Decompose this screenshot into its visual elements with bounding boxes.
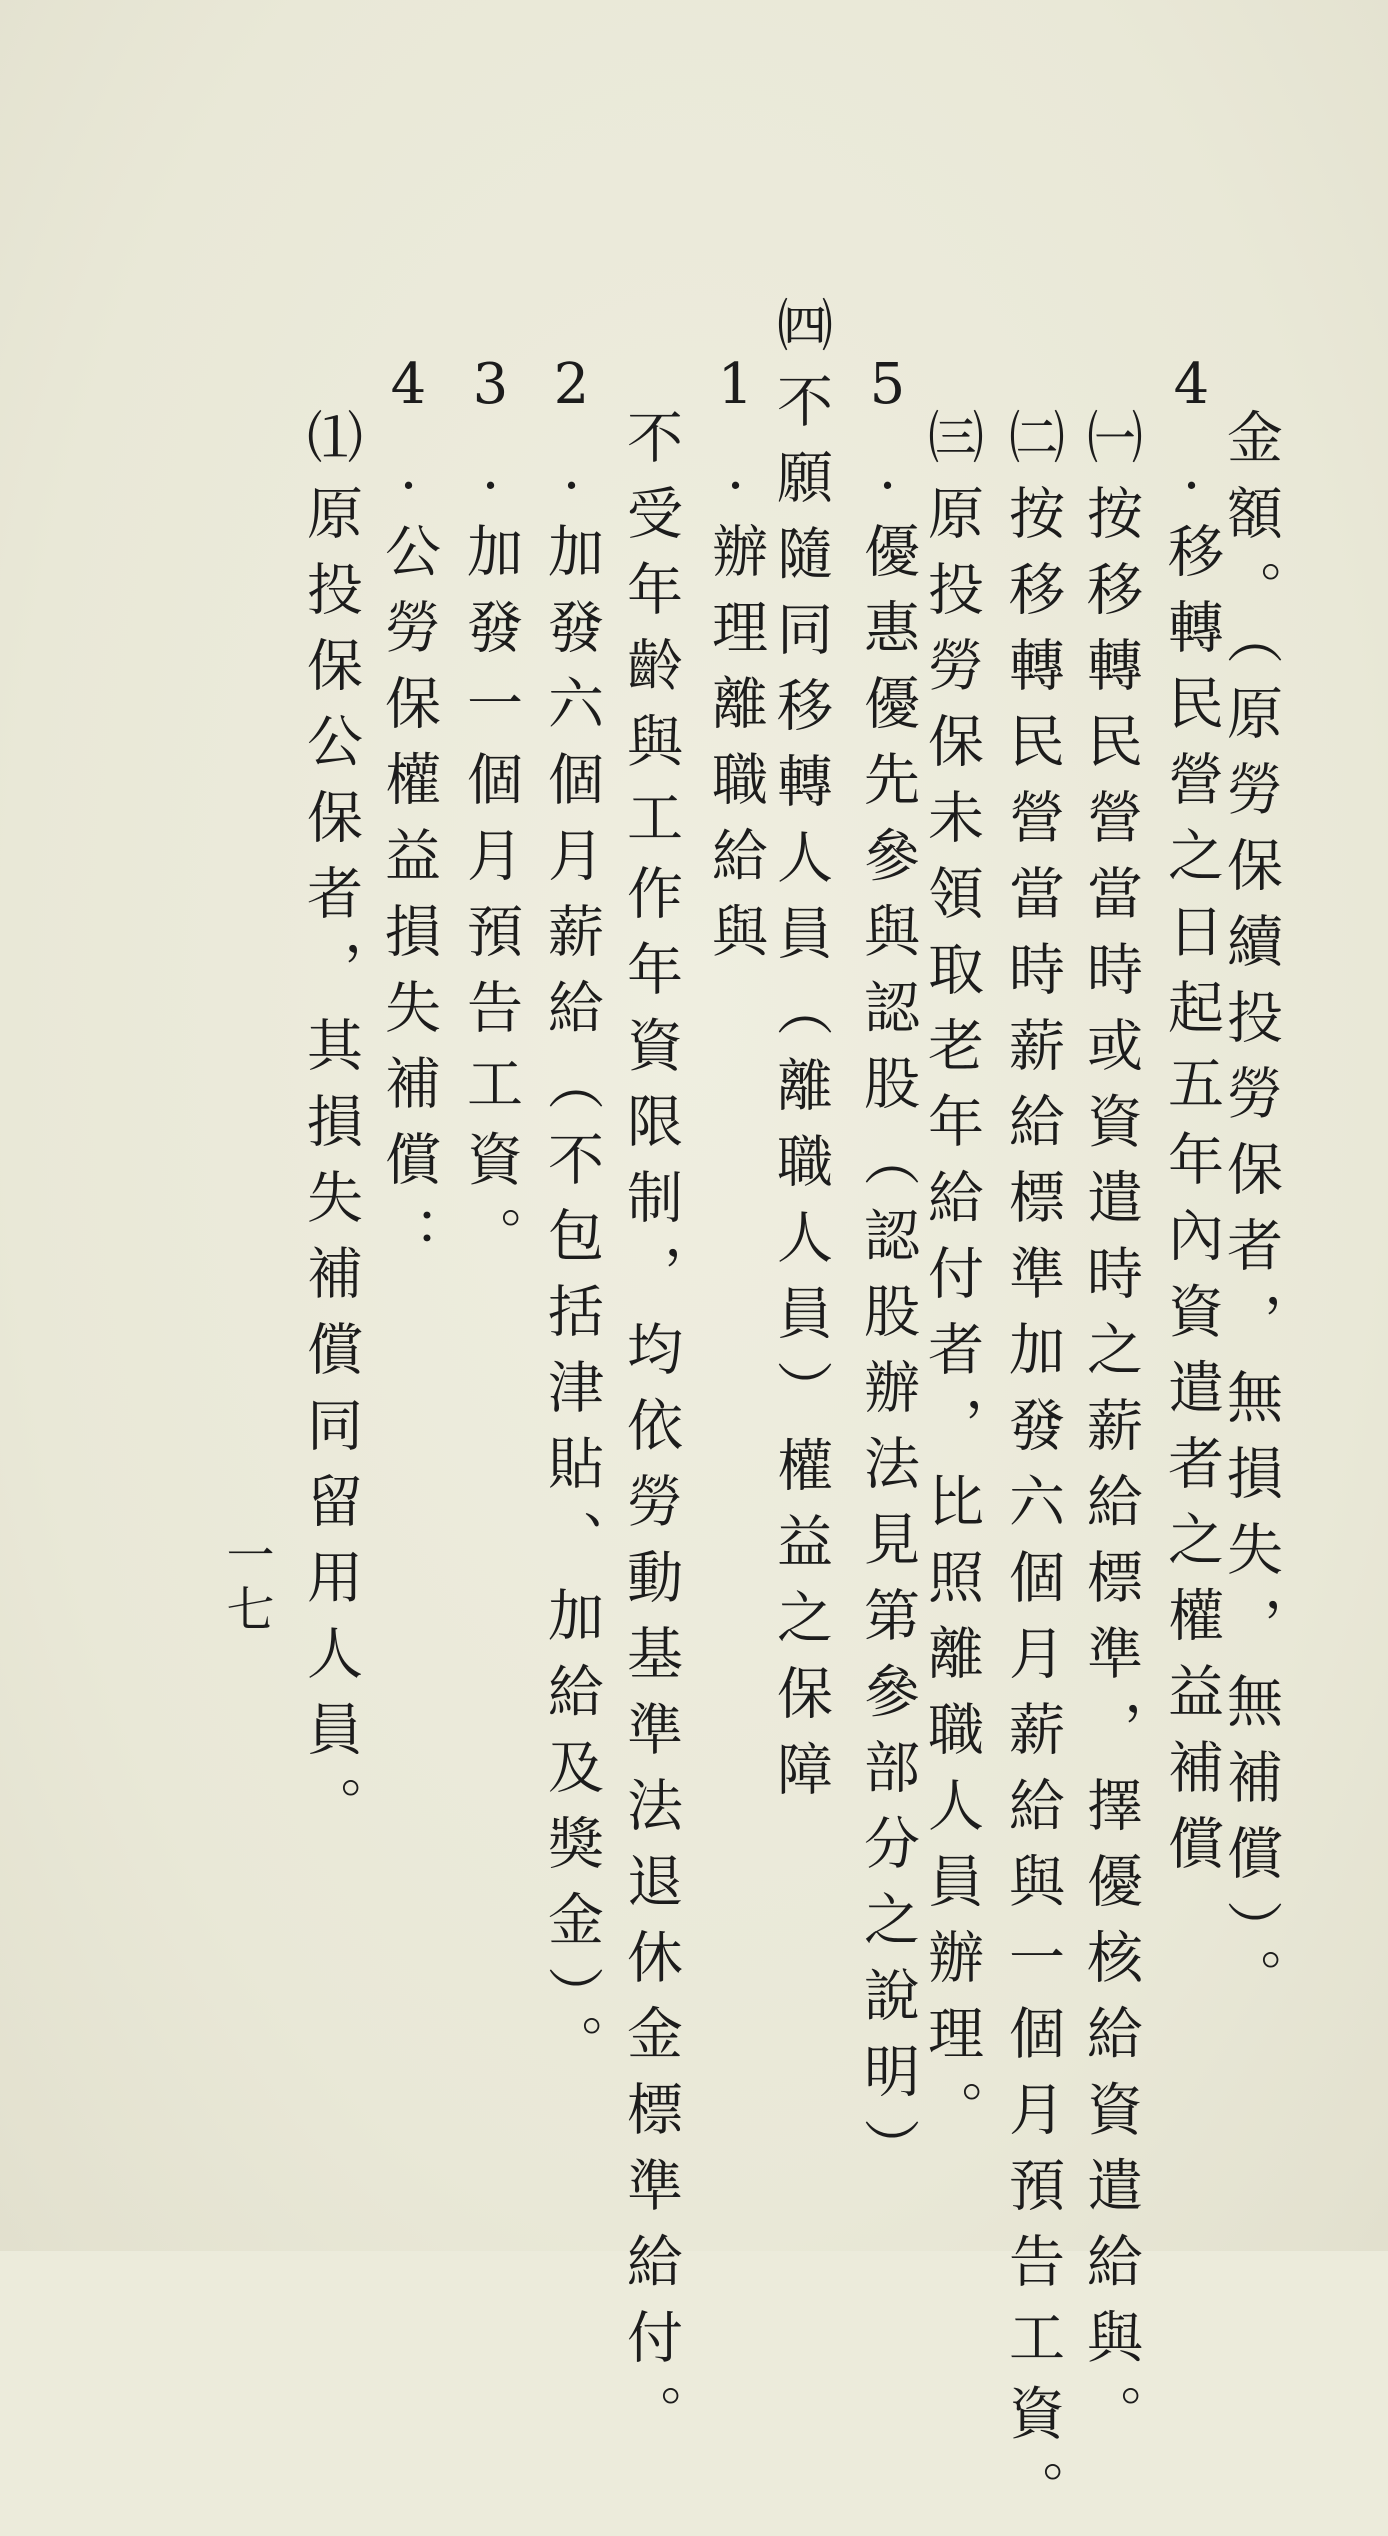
text-column-12: 4.公勞保權益損失補償： — [376, 352, 441, 1282]
text-column-5: ㈢原投勞保未領取老年給付者，比照離職人員辦理。 — [919, 408, 984, 2156]
text-column-9: 不受年齡與工作年資限制，均依勞動基準法退休金標準給付。 — [618, 408, 683, 2460]
text-column-10: 2.加發六個月薪給（不包括津貼、加給及獎金）。 — [539, 352, 604, 2090]
text-column-13: ⑴原投保公保者，其損失補償同留用人員。 — [298, 408, 363, 1852]
text-column-8: 1.辦理離職給與 — [703, 352, 768, 978]
text-column-1: 金額。（原勞保續投勞保者，無損失，無補償）。 — [1218, 408, 1283, 2024]
text-column-6: 5.優惠優先參與認股（認股辦法見第參部分之說明） — [855, 352, 920, 2194]
text-column-4: ㈡按移轉民營當時薪給標準加發六個月薪給與一個月預告工資。 — [1000, 408, 1065, 2536]
text-column-2: 4.移轉民營之日起五年內資遣者之權益補償 — [1159, 352, 1224, 1890]
text-column-11: 3.加發一個月預告工資。 — [458, 352, 523, 1282]
text-column-7: ㈣不願隨同移轉人員（離職人員）權益之保障 — [768, 296, 833, 1816]
page-number: 一七 — [218, 1530, 274, 1638]
text-column-3: ㈠按移轉民營當時或資遣時之薪給標準，擇優核給資遣給與。 — [1078, 408, 1143, 2460]
